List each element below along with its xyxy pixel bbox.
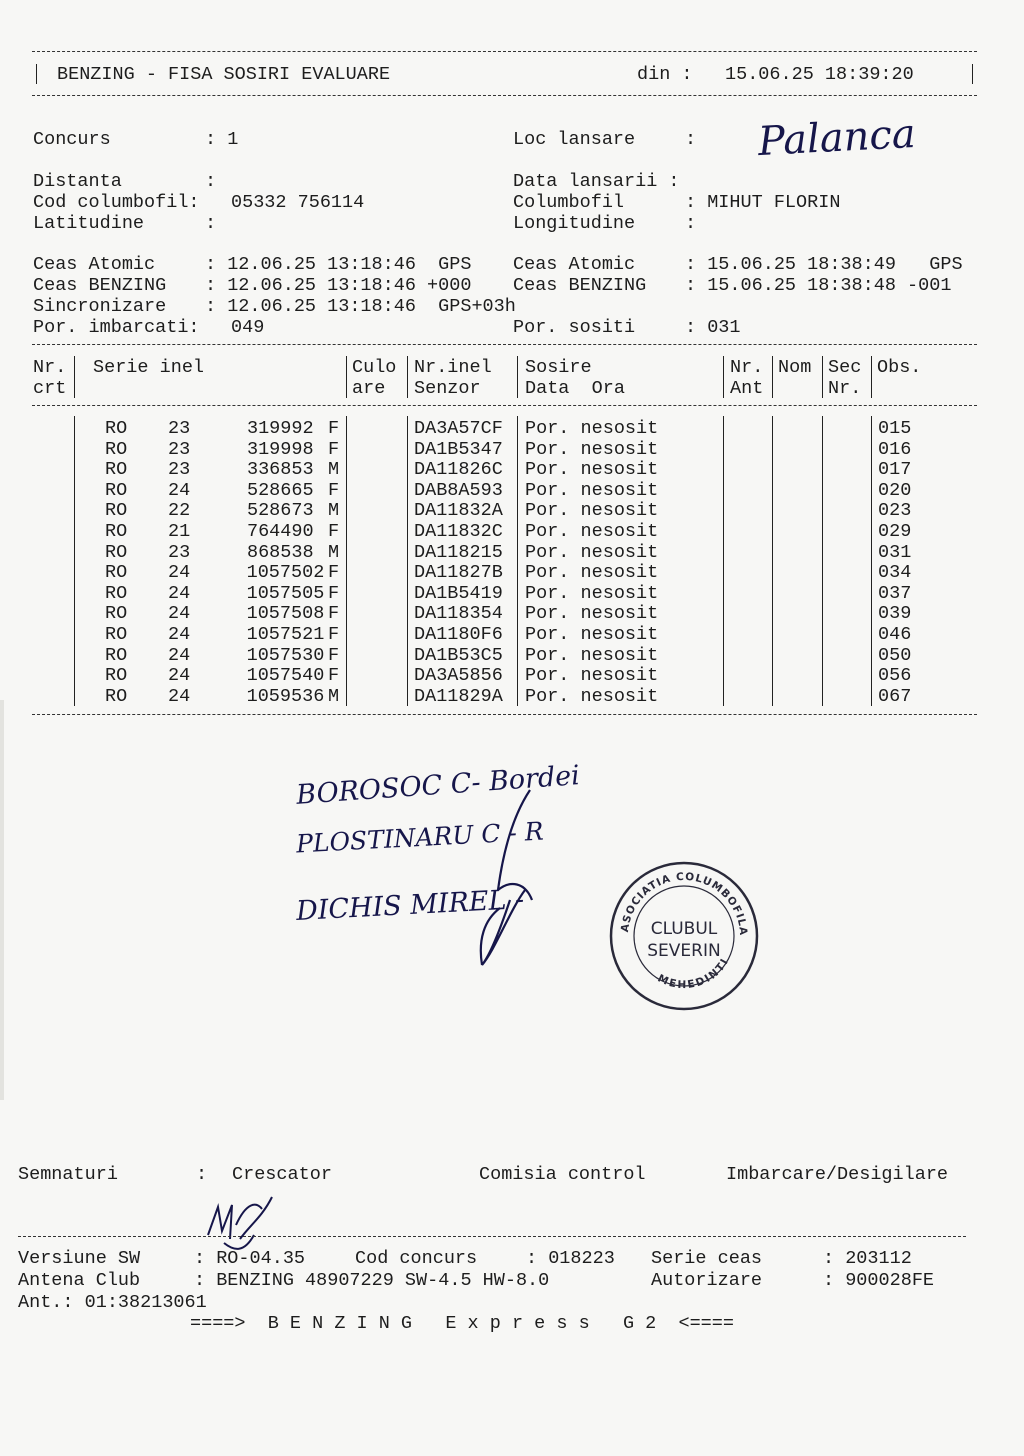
imbarcare-label: Imbarcare/Desigilare	[726, 1164, 949, 1185]
header-right-bar	[972, 64, 973, 84]
concurs-value: : 1	[205, 129, 239, 150]
cell-sosire: Por. nesosit	[525, 541, 659, 563]
stamp-center-line2: SEVERIN	[647, 941, 721, 961]
cod-concurs-label: Cod concurs	[355, 1248, 478, 1269]
ceas-atomic-end-value: : 15.06.25 18:38:49 GPS	[685, 254, 963, 275]
por-imbarcati-label: Por. imbarcati:	[33, 317, 200, 338]
express-footer: ====> B E N Z I N G E x p r e s s G 2 <====	[190, 1313, 734, 1334]
cell-an: 22	[168, 500, 191, 522]
cell-obs: 031	[878, 541, 912, 563]
cell-an: 24	[168, 603, 191, 625]
cell-sosire: Por. nesosit	[525, 685, 659, 707]
cell-obs: 034	[878, 562, 912, 584]
cell-an: 24	[168, 582, 191, 604]
header-sep	[871, 356, 872, 398]
cell-tara: RO	[105, 644, 128, 666]
header-sep	[723, 356, 724, 398]
cell-senzor: DA118215	[414, 541, 503, 563]
cell-senzor: DA1B5347	[414, 438, 503, 460]
column-sep	[871, 416, 872, 706]
cell-sex: F	[328, 438, 340, 460]
cell-nr-inel: 1057521	[246, 624, 325, 645]
por-sositi-label: Por. sositi	[513, 317, 636, 338]
cell-sosire: Por. nesosit	[525, 582, 659, 604]
ceas-benzing-start-value: : 12.06.25 13:18:46 +000	[205, 275, 472, 296]
cell-sex: M	[328, 500, 340, 522]
cell-obs: 029	[878, 521, 912, 542]
cell-sosire: Por. nesosit	[525, 500, 659, 522]
cell-obs: 020	[878, 479, 912, 501]
handwritten-name: PLOSTINARU C - R	[295, 816, 545, 859]
cell-nr-inel: 319998	[246, 438, 314, 460]
header-crt: crt	[33, 378, 67, 399]
crescator-label: Crescator	[232, 1164, 332, 1185]
cell-senzor: DA1B5419	[414, 582, 503, 604]
cell-sex: F	[328, 582, 340, 604]
cell-sosire: Por. nesosit	[525, 562, 659, 584]
header-obs: Obs.	[877, 357, 922, 378]
cell-obs: 067	[878, 685, 912, 707]
cell-sex: F	[328, 624, 340, 645]
cell-sex: F	[328, 665, 340, 687]
cell-an: 24	[168, 624, 191, 645]
header-nr: Nr.	[33, 357, 67, 378]
antena-value: : BENZING 48907229 SW-4.5 HW-8.0	[194, 1270, 550, 1291]
autorizare-label: Autorizare	[651, 1270, 763, 1291]
ceas-benzing-end-label: Ceas BENZING	[513, 275, 647, 296]
cell-an: 23	[168, 459, 191, 481]
cell-nr-inel: 528673	[246, 500, 314, 522]
cell-sosire: Por. nesosit	[525, 479, 659, 501]
header-sec-nr: Nr.	[828, 378, 862, 399]
header-nr-inel: Nr.inel	[414, 357, 492, 378]
semnaturi-label: Semnaturi	[18, 1164, 118, 1185]
ceas-atomic-start-label: Ceas Atomic	[33, 254, 156, 275]
column-sep	[772, 416, 773, 706]
ceas-atomic-end-label: Ceas Atomic	[513, 254, 636, 275]
stamp-bottom-text: MEHEDINTI	[655, 955, 732, 992]
loc-lansare-label: Loc lansare	[513, 129, 636, 150]
header-nom: Nom	[778, 357, 812, 378]
cell-senzor: DA11826C	[414, 459, 503, 481]
cell-nr-inel: 1059536	[246, 685, 325, 707]
cell-an: 24	[168, 644, 191, 666]
longitudine-label: Longitudine	[513, 213, 636, 234]
cell-sex: M	[328, 541, 340, 563]
header-data-ora: Data Ora	[525, 378, 625, 399]
header-are: are	[352, 378, 386, 399]
cell-nr-inel: 528665	[246, 479, 314, 501]
cell-obs: 039	[878, 603, 912, 625]
cell-an: 23	[168, 438, 191, 460]
cell-senzor: DA1B53C5	[414, 644, 503, 666]
cell-obs: 056	[878, 665, 912, 687]
cell-sex: M	[328, 685, 340, 707]
cell-nr-inel: 1057508	[246, 603, 325, 625]
cell-tara: RO	[105, 438, 128, 460]
cell-nr-inel: 1057502	[246, 562, 325, 584]
cell-senzor: DA11832A	[414, 500, 503, 522]
cell-senzor: DA118354	[414, 603, 503, 625]
handwritten-name: DICHIS MIREL -	[295, 884, 525, 927]
cell-sosire: Por. nesosit	[525, 418, 659, 439]
cell-obs: 016	[878, 438, 912, 460]
serie-ceas-label: Serie ceas	[651, 1248, 763, 1269]
latitudine-value: :	[205, 213, 217, 234]
cell-tara: RO	[105, 603, 128, 625]
header-sosire: Sosire	[525, 357, 592, 378]
cell-tara: RO	[105, 479, 128, 501]
print-date: 15.06.25 18:39:20	[725, 64, 914, 85]
data-lansarii-label: Data lansarii :	[513, 171, 680, 192]
cell-tara: RO	[105, 459, 128, 481]
cell-tara: RO	[105, 685, 128, 707]
serie-ceas-value: : 203112	[823, 1248, 912, 1269]
header-sep	[517, 356, 518, 398]
cell-nr-inel: 319992	[246, 418, 314, 439]
cell-sosire: Por. nesosit	[525, 521, 659, 542]
cell-nr-inel: 764490	[246, 521, 314, 542]
column-sep	[822, 416, 823, 706]
date-label: din :	[637, 64, 693, 85]
cell-tara: RO	[105, 624, 128, 645]
columbofil-value: : MIHUT FLORIN	[685, 192, 841, 213]
header-culo: Culo	[352, 357, 397, 378]
scan-edge	[0, 700, 4, 1100]
cell-an: 24	[168, 685, 191, 707]
cell-senzor: DA11827B	[414, 562, 503, 584]
cell-sex: F	[328, 479, 340, 501]
por-sositi-value: : 031	[685, 317, 741, 338]
autorizare-value: : 900028FE	[823, 1270, 935, 1291]
versiune-value: : RO-04.35	[194, 1248, 306, 1269]
cell-obs: 050	[878, 644, 912, 666]
header-nr-ant: Nr.	[730, 357, 764, 378]
header-ant: Ant	[730, 378, 764, 399]
latitudine-label: Latitudine	[33, 213, 145, 234]
distanta-value: :	[205, 171, 217, 192]
cell-tara: RO	[105, 665, 128, 687]
header-sec: Sec	[828, 357, 862, 378]
cell-obs: 015	[878, 418, 912, 439]
header-sep	[407, 356, 408, 398]
cell-an: 23	[168, 418, 191, 439]
stamp-center-line1: CLUBUL	[650, 919, 718, 939]
cell-obs: 046	[878, 624, 912, 645]
cell-nr-inel: 868538	[246, 541, 314, 563]
cell-nr-inel: 336853	[246, 459, 314, 481]
club-stamp	[608, 860, 760, 1012]
cell-senzor: DA11829A	[414, 685, 503, 707]
cell-sosire: Por. nesosit	[525, 624, 659, 645]
table-top-rule	[32, 344, 977, 345]
cell-sex: F	[328, 418, 340, 439]
loc-lansare-handwritten: Palanca	[756, 110, 917, 166]
cod-concurs-value: : 018223	[526, 1248, 615, 1269]
footer-rule	[18, 1236, 966, 1237]
cell-obs: 017	[878, 459, 912, 481]
cell-tara: RO	[105, 582, 128, 604]
antena-label: Antena Club	[18, 1270, 141, 1291]
column-sep	[74, 416, 75, 706]
handwritten-name: BOROSOC C- Bordei	[295, 760, 581, 811]
cell-sex: F	[328, 644, 340, 666]
cod-columbofil-label: Cod columbofil:	[33, 192, 200, 213]
distanta-label: Distanta	[33, 171, 122, 192]
signature-scribble	[470, 790, 550, 980]
cell-senzor: DA3A57CF	[414, 418, 503, 439]
crescator-signature	[200, 1195, 280, 1255]
cell-sosire: Por. nesosit	[525, 665, 659, 687]
cell-tara: RO	[105, 541, 128, 563]
cell-tara: RO	[105, 521, 128, 542]
cell-obs: 037	[878, 582, 912, 604]
column-sep	[723, 416, 724, 706]
cell-nr-inel: 1057505	[246, 582, 325, 604]
por-imbarcati-value: 049	[231, 317, 265, 338]
cell-sex: F	[328, 521, 340, 542]
cell-nr-inel: 1057530	[246, 644, 325, 666]
cell-senzor: DA11832C	[414, 521, 503, 542]
cell-sosire: Por. nesosit	[525, 644, 659, 666]
ant-line: Ant.: 01:38213061	[18, 1292, 207, 1313]
page-title: BENZING - FISA SOSIRI EVALUARE	[57, 64, 391, 85]
comisia-control-label: Comisia control	[479, 1164, 646, 1185]
cell-an: 23	[168, 541, 191, 563]
cell-sosire: Por. nesosit	[525, 603, 659, 625]
header-sep	[74, 356, 75, 398]
header-bottom-rule	[32, 95, 977, 96]
cod-columbofil-value: 05332 756114	[231, 192, 365, 213]
longitudine-value: :	[685, 213, 697, 234]
concurs-label: Concurs	[33, 129, 111, 150]
cell-sosire: Por. nesosit	[525, 438, 659, 460]
column-sep	[517, 416, 518, 706]
header-sep	[346, 356, 347, 398]
semnaturi-colon: :	[196, 1164, 208, 1185]
column-sep	[346, 416, 347, 706]
cell-sex: F	[328, 562, 340, 584]
cell-nr-inel: 1057540	[246, 665, 325, 687]
header-sep	[772, 356, 773, 398]
header-sep	[822, 356, 823, 398]
cell-tara: RO	[105, 500, 128, 522]
sincronizare-value: : 12.06.25 13:18:46 GPS+03h	[205, 296, 516, 317]
column-sep	[407, 416, 408, 706]
cell-tara: RO	[105, 562, 128, 584]
ceas-benzing-end-value: : 15.06.25 18:38:48 -001	[685, 275, 952, 296]
cell-an: 21	[168, 521, 191, 542]
cell-an: 24	[168, 665, 191, 687]
loc-lansare-colon: :	[685, 129, 697, 150]
cell-obs: 023	[878, 500, 912, 522]
cell-senzor: DAB8A593	[414, 479, 503, 501]
cell-an: 24	[168, 479, 191, 501]
cell-senzor: DA3A5856	[414, 665, 503, 687]
header-serie-inel: Serie inel	[93, 357, 205, 378]
columbofil-label: Columbofil	[513, 192, 625, 213]
stamp-ring-text: ASOCIATIA COLUMBOFILA	[619, 870, 750, 937]
cell-tara: RO	[105, 418, 128, 439]
cell-sosire: Por. nesosit	[525, 459, 659, 481]
cell-senzor: DA1180F6	[414, 624, 503, 645]
cell-an: 24	[168, 562, 191, 584]
table-bottom-rule	[32, 714, 977, 715]
header-left-bar	[36, 64, 37, 84]
ceas-benzing-start-label: Ceas BENZING	[33, 275, 167, 296]
table-header-rule	[32, 405, 977, 406]
sincronizare-label: Sincronizare	[33, 296, 167, 317]
cell-sex: F	[328, 603, 340, 625]
versiune-label: Versiune SW	[18, 1248, 141, 1269]
header-senzor: Senzor	[414, 378, 481, 399]
header-top-rule	[32, 51, 977, 52]
ceas-atomic-start-value: : 12.06.25 13:18:46 GPS	[205, 254, 472, 275]
cell-sex: M	[328, 459, 340, 481]
